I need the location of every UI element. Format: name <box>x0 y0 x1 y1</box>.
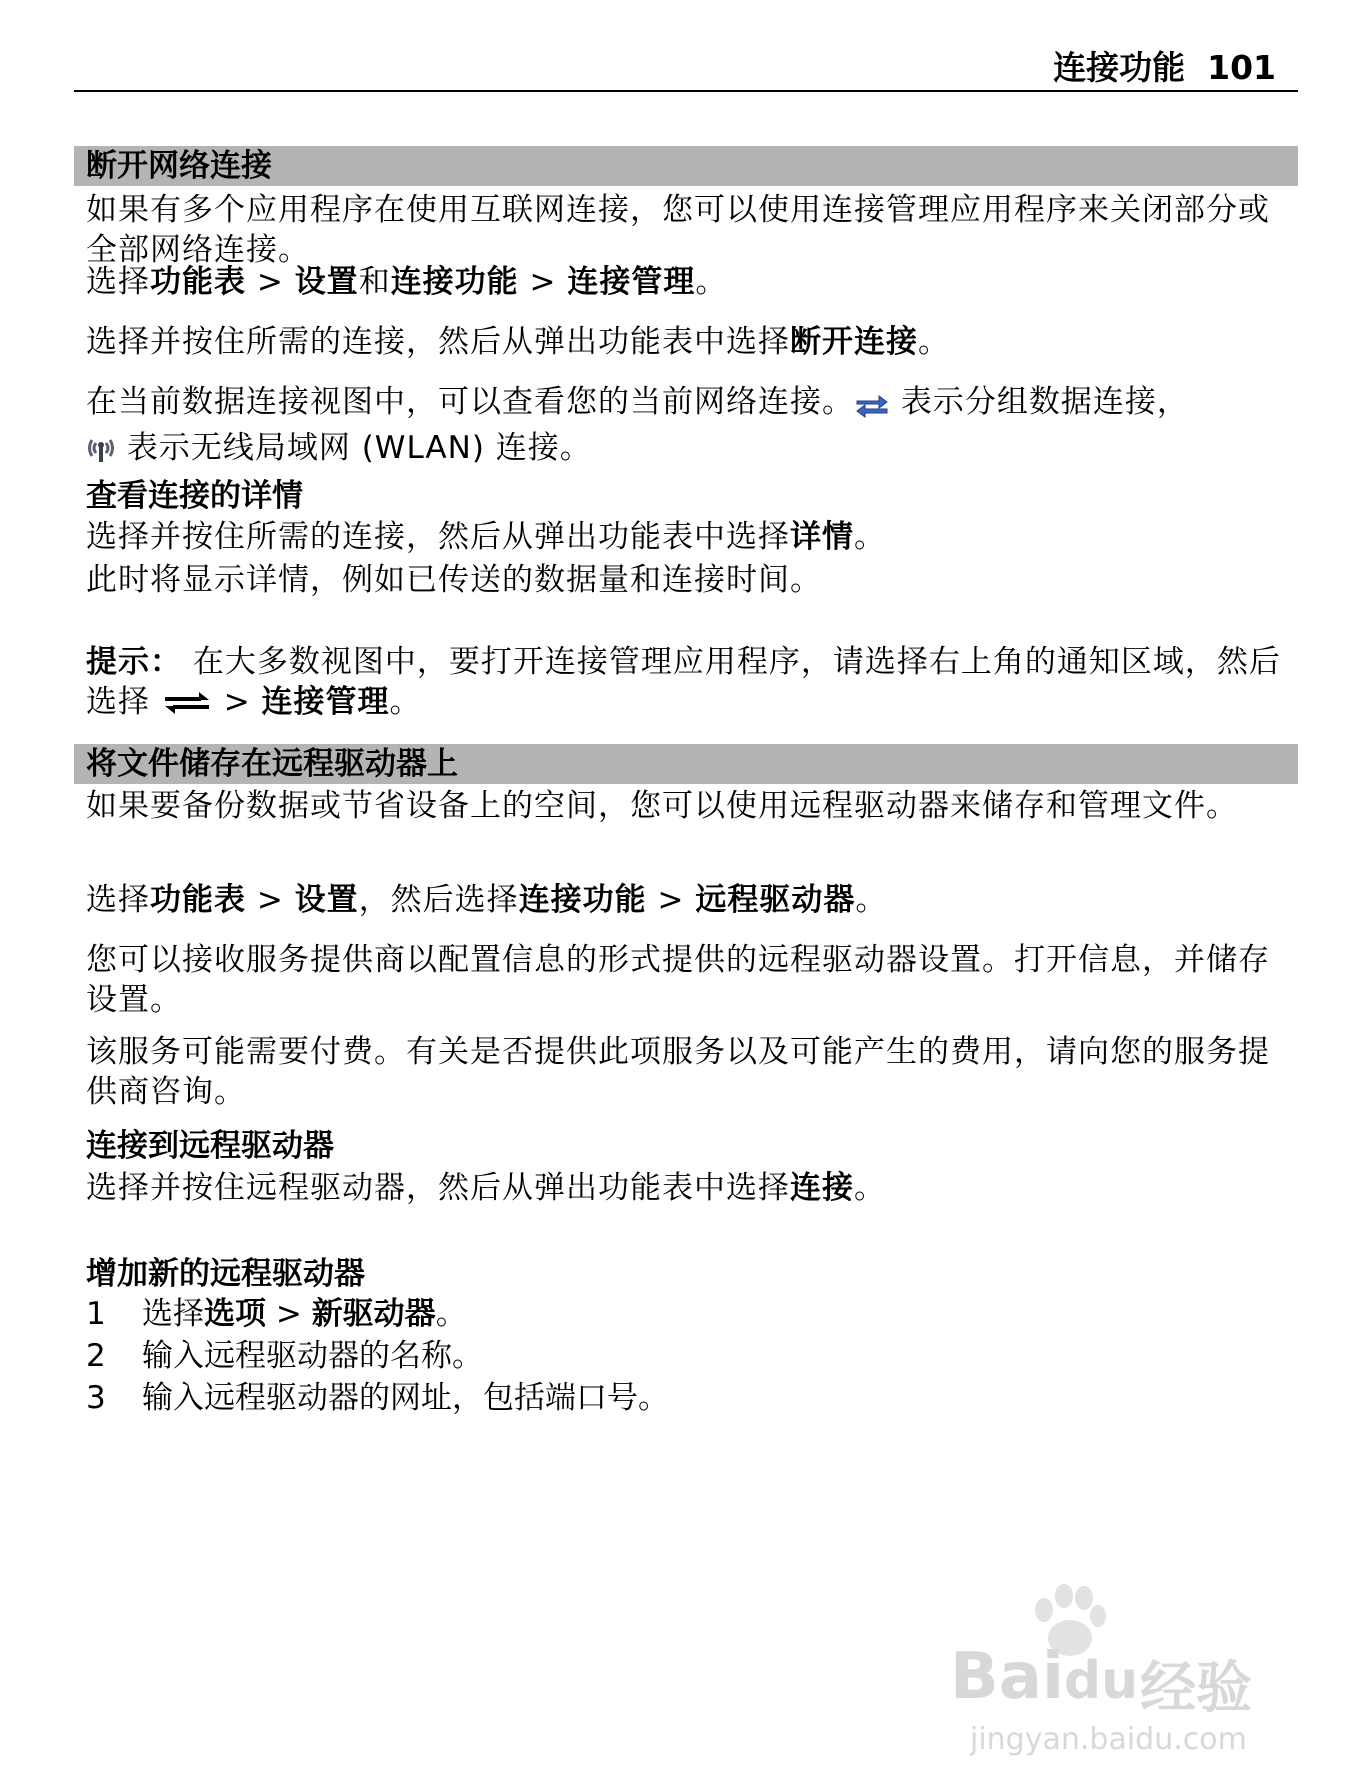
tip-paragraph <box>86 642 1291 728</box>
text: 选择并按住远程驱动器，然后从弹出功能表中选择 <box>86 1170 790 1206</box>
separator: > <box>246 264 295 300</box>
text: 和 <box>358 264 391 300</box>
paragraph-details-action <box>86 517 1291 557</box>
text: 在大多数视图中，要打开连接管理应用程序，请选择右上角的通知区域，然后选择 <box>86 644 1281 720</box>
separator: > <box>646 882 696 918</box>
paragraph-connection-view <box>86 382 1291 474</box>
menu-term-details: 详情 <box>790 519 854 555</box>
paragraph-remote-path <box>86 880 1291 920</box>
text: ，然后选择 <box>358 882 519 918</box>
menu-term-remote-drives: 远程驱动器 <box>695 882 856 918</box>
paragraph-connect-action <box>86 1168 1291 1208</box>
text: 。 <box>918 324 950 360</box>
menu-term-connectivity: 连接功能 <box>390 264 519 300</box>
menu-term-menu: 功能表 <box>150 882 246 918</box>
text: 选择 <box>86 882 150 918</box>
text: 。 <box>855 882 888 918</box>
menu-term-new-drive: 新驱动器 <box>311 1296 436 1332</box>
menu-term-connectivity: 连接功能 <box>518 882 647 918</box>
list-item <box>86 1336 483 1376</box>
step-number: 1 <box>86 1296 106 1332</box>
chapter-title: 连接功能 <box>1053 48 1186 87</box>
menu-term-connect: 连接 <box>790 1170 854 1206</box>
menu-term-menu: 功能表 <box>150 264 246 300</box>
text: 输入远程驱动器的名称。 <box>142 1338 483 1374</box>
paragraph-disconnect-intro: 如果有多个应用程序在使用互联网连接，您可以使用连接管理应用程序来关闭部分或全部网络连接。 <box>86 192 1270 268</box>
text: 。 <box>854 1170 886 1206</box>
separator: > <box>518 264 568 300</box>
list-item <box>86 1294 467 1334</box>
menu-term-settings: 设置 <box>294 264 359 300</box>
menu-term-options: 选项 <box>204 1296 266 1332</box>
tip-label: 提示： <box>86 644 182 680</box>
text: 。 <box>695 264 728 300</box>
text: 选择 <box>142 1296 204 1332</box>
text: 。 <box>389 684 422 720</box>
running-header <box>74 46 1298 92</box>
text: 选择 <box>86 264 150 300</box>
paragraph-remote-fees: 该服务可能需要付费。有关是否提供此项服务以及可能产生的费用，请向您的服务提供商咨询。 <box>86 1034 1270 1110</box>
text: 表示分组数据连接， <box>890 384 1189 420</box>
paragraph-disconnect-path <box>86 262 1291 302</box>
connection-arrows-icon <box>161 688 213 728</box>
watermark-brand <box>950 1640 1138 1714</box>
text: 输入远程驱动器的网址，包括端口号。 <box>142 1380 669 1416</box>
menu-term-disconnect: 断开连接 <box>790 324 918 360</box>
text: 。 <box>854 519 886 555</box>
brand-text: Bai <box>950 1640 1064 1714</box>
text: 。 <box>435 1296 467 1332</box>
section-heading-disconnect: 断开网络连接 <box>74 146 1298 186</box>
text: 选择并按住所需的连接，然后从弹出功能表中选择 <box>86 519 790 555</box>
packet-data-icon <box>854 388 890 428</box>
paragraph-disconnect-action <box>86 322 1291 362</box>
baidu-watermark <box>950 1580 1280 1780</box>
paragraph-remote-intro: 如果要备份数据或节省设备上的空间，您可以使用远程驱动器来储存和管理文件。 <box>86 788 1238 824</box>
text: 在当前数据连接视图中，可以查看您的当前网络连接。 <box>86 384 854 420</box>
step-number: 2 <box>86 1338 106 1374</box>
paragraph-details-info: 此时将显示详情，例如已传送的数据量和连接时间。 <box>86 562 822 598</box>
brand-text-2: du <box>1063 1651 1139 1711</box>
section-heading-remote-drives: 将文件储存在远程驱动器上 <box>74 744 1298 784</box>
subheading-connect: 连接到远程驱动器 <box>86 1128 334 1164</box>
watermark-url: jingyan.baidu.com <box>970 1722 1247 1757</box>
menu-term-settings: 设置 <box>294 882 359 918</box>
text: 表示无线局域网 (WLAN) 连接。 <box>116 430 592 466</box>
text: 选择并按住所需的连接，然后从弹出功能表中选择 <box>86 324 790 360</box>
paragraph-remote-settings: 您可以接收服务提供商以配置信息的形式提供的远程驱动器设置。打开信息，并储存设置。 <box>86 942 1270 1018</box>
subheading-add-drive: 增加新的远程驱动器 <box>86 1256 365 1292</box>
wlan-icon <box>86 434 116 474</box>
list-item <box>86 1378 669 1418</box>
separator: > <box>266 1296 312 1332</box>
subheading-details: 查看连接的详情 <box>86 478 303 514</box>
menu-term-conn-mgr: 连接管理 <box>567 264 696 300</box>
menu-term-conn-mgr-tip: 连接管理 <box>261 684 390 720</box>
watermark-cn: 经验 <box>1140 1656 1252 1721</box>
page-number: 101 <box>1207 48 1276 87</box>
separator: > <box>246 882 295 918</box>
step-number: 3 <box>86 1380 106 1416</box>
separator: > <box>212 684 262 720</box>
